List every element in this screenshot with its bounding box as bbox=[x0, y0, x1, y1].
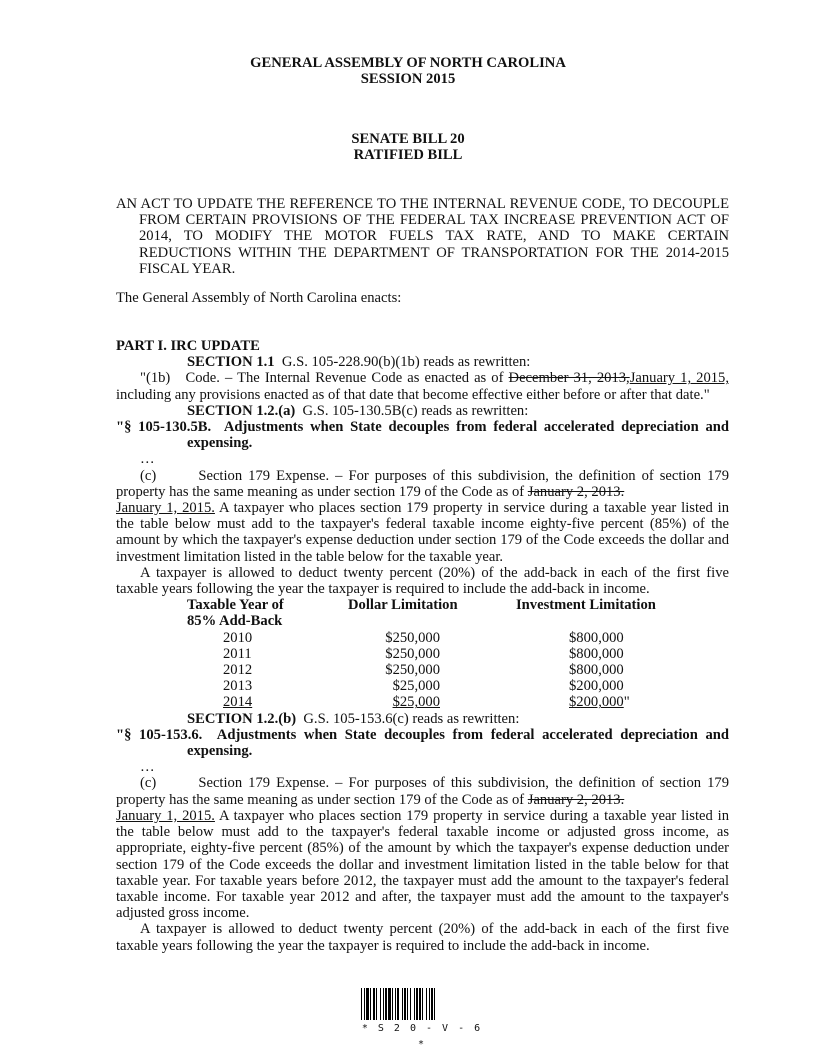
bill-header bbox=[0, 131, 816, 163]
inserted-text: January 1, 2015, bbox=[629, 370, 729, 387]
dollar-cell: $250,000 bbox=[385, 629, 440, 646]
dollar-cell: $25,000 bbox=[392, 678, 440, 695]
table-row bbox=[187, 646, 656, 662]
bill-body bbox=[116, 338, 729, 954]
clause-text: A taxpayer who places section 179 property in service during a taxable year listed in the table below must add to the taxpayer's federal taxable income or adjusted gross income, as appropriate, eighty-five percent (85%) of the amount by which the taxpayer's expense deduction under section 179 of the Code exceeds the dollar and investment limitation listed in the table below for that taxable year. For taxable years before 2012, the taxpayer must add the amount to the taxpayer's federal taxable income. For taxable year 2012 and after, the taxpayer must add the amount to the taxpayer's adjusted gross income. bbox=[116, 807, 730, 922]
session-label: SESSION 2015 bbox=[360, 71, 456, 88]
section-label: SECTION 1.2.(a) bbox=[187, 402, 296, 419]
year-cell: 2012 bbox=[223, 662, 253, 679]
statute-heading bbox=[116, 419, 729, 451]
dollar-cell: $25,000 bbox=[392, 694, 440, 711]
section-1-2a bbox=[116, 403, 729, 419]
table-header: Taxable Year of bbox=[187, 597, 284, 614]
deleted-text: January 2, 2013. bbox=[527, 791, 625, 808]
year-cell: 2014 bbox=[223, 694, 253, 711]
clause-text: A taxpayer who places section 179 property in service during a taxable year listed in the table below must add to the taxpayer's federal taxable income eighty-five percent (85%) of the amount by which the taxpayer's expense deduction under section 179 of the Code exceeds the dollar and investment limitation listed in the table below for the taxable year. bbox=[116, 500, 730, 565]
act-title bbox=[116, 196, 729, 277]
subsection-c bbox=[116, 468, 729, 565]
clause-text: "(1b) Code. – The Internal Revenue Code as enacted as of bbox=[140, 370, 509, 387]
year-cell: 2013 bbox=[223, 678, 253, 695]
limitation-table bbox=[187, 597, 656, 710]
inserted-text: January 1, 2015. bbox=[116, 500, 215, 517]
investment-cell: $800,000 bbox=[569, 645, 624, 662]
bill-number: SENATE BILL 20 bbox=[351, 131, 465, 147]
dollar-cell: $250,000 bbox=[385, 645, 440, 662]
clause-text: Section 179 Expense. – For purposes of this subdivision, the definition of section 179 property has the same meaning as under section 179 of the Code as of bbox=[116, 775, 729, 808]
table-row bbox=[187, 662, 656, 678]
investment-cell: $800,000 bbox=[569, 662, 624, 679]
year-cell: 2011 bbox=[223, 645, 252, 662]
enacting-clause: The General Assembly of North Carolina enacts: bbox=[116, 290, 402, 306]
subsection-label: (c) bbox=[140, 467, 157, 484]
ellipsis: … bbox=[140, 759, 155, 776]
subdivision-1b bbox=[116, 370, 729, 402]
section-1-1 bbox=[116, 354, 729, 370]
assembly-name: GENERAL ASSEMBLY OF NORTH CAROLINA bbox=[250, 55, 566, 71]
section-text: G.S. 105-228.90(b)(1b) reads as rewritten: bbox=[281, 354, 531, 371]
statute-number: "§ 105-130.5B. bbox=[116, 419, 212, 436]
section-text: G.S. 105-153.6(c) reads as rewritten: bbox=[303, 710, 520, 727]
investment-cell: $200,000 bbox=[569, 678, 624, 695]
bill-status: RATIFIED BILL bbox=[353, 147, 463, 164]
dollar-cell: $250,000 bbox=[385, 662, 440, 679]
section-label: SECTION 1.1 bbox=[187, 354, 275, 371]
statute-title: Adjustments when State decouples from federal accelerated depreciation and expensing. bbox=[187, 419, 729, 452]
investment-cell: $200,000 bbox=[569, 694, 624, 711]
clause-text: including any provisions enacted as of that date that become effective either before or after that date." bbox=[116, 386, 710, 403]
addback-paragraph: A taxpayer is allowed to deduct twenty percent (20%) of the add-back in each of the first five taxable years following the year the taxpayer is required to include the add-back in income. bbox=[116, 564, 729, 598]
deleted-text: December 31, 2013, bbox=[508, 370, 630, 387]
addback-paragraph: A taxpayer is allowed to deduct twenty percent (20%) of the add-back in each of the first five taxable years following the year the taxpayer is required to include the add-back in income. bbox=[116, 921, 729, 954]
subsection-label: (c) bbox=[140, 775, 157, 792]
closing-quote: " bbox=[623, 694, 630, 711]
barcode-label: * S 2 0 - V - 6 * bbox=[361, 1023, 483, 1051]
statute-heading bbox=[116, 727, 729, 759]
table-row bbox=[187, 694, 656, 710]
year-cell: 2010 bbox=[223, 629, 253, 646]
subsection-c bbox=[116, 775, 729, 921]
section-1-2b bbox=[116, 711, 729, 727]
investment-cell: $800,000 bbox=[569, 629, 624, 646]
inserted-text: January 1, 2015. bbox=[116, 807, 215, 824]
ellipsis: … bbox=[140, 451, 155, 468]
act-title-text: AN ACT TO UPDATE THE REFERENCE TO THE INTERNAL REVENUE CODE, TO DECOUPLE FROM CERTAIN PROVISIONS OF THE FEDERAL TAX INCREASE PREVENTION ACT OF 2014, TO MODIFY THE MOTOR FUELS TAX RATE, AND TO MAKE CERTAIN REDUCTIONS WITHIN THE DEPARTMENT OF TRANSPORTATION FOR THE 2014-2015 FISCAL YEAR. bbox=[116, 196, 729, 277]
deleted-text: January 2, 2013. bbox=[527, 483, 625, 500]
table-header: 85% Add-Back bbox=[187, 613, 283, 630]
table-header: Dollar Limitation bbox=[348, 597, 458, 614]
barcode-image bbox=[361, 988, 483, 1020]
section-text: G.S. 105-130.5B(c) reads as rewritten: bbox=[302, 402, 529, 419]
section-label: SECTION 1.2.(b) bbox=[187, 710, 297, 727]
clause-text: Section 179 Expense. – For purposes of this subdivision, the definition of section 179 property has the same meaning as under section 179 of the Code as of bbox=[116, 467, 729, 500]
statute-number: "§ 105-153.6. bbox=[116, 726, 203, 743]
table-row bbox=[187, 630, 656, 646]
table-header: Investment Limitation bbox=[516, 597, 656, 614]
table-row bbox=[187, 678, 656, 694]
barcode-stripe bbox=[435, 988, 438, 1020]
part-heading: PART I. IRC UPDATE bbox=[116, 338, 260, 354]
statute-title: Adjustments when State decouples from federal accelerated depreciation and expensing. bbox=[187, 726, 729, 760]
document-header bbox=[0, 55, 816, 87]
